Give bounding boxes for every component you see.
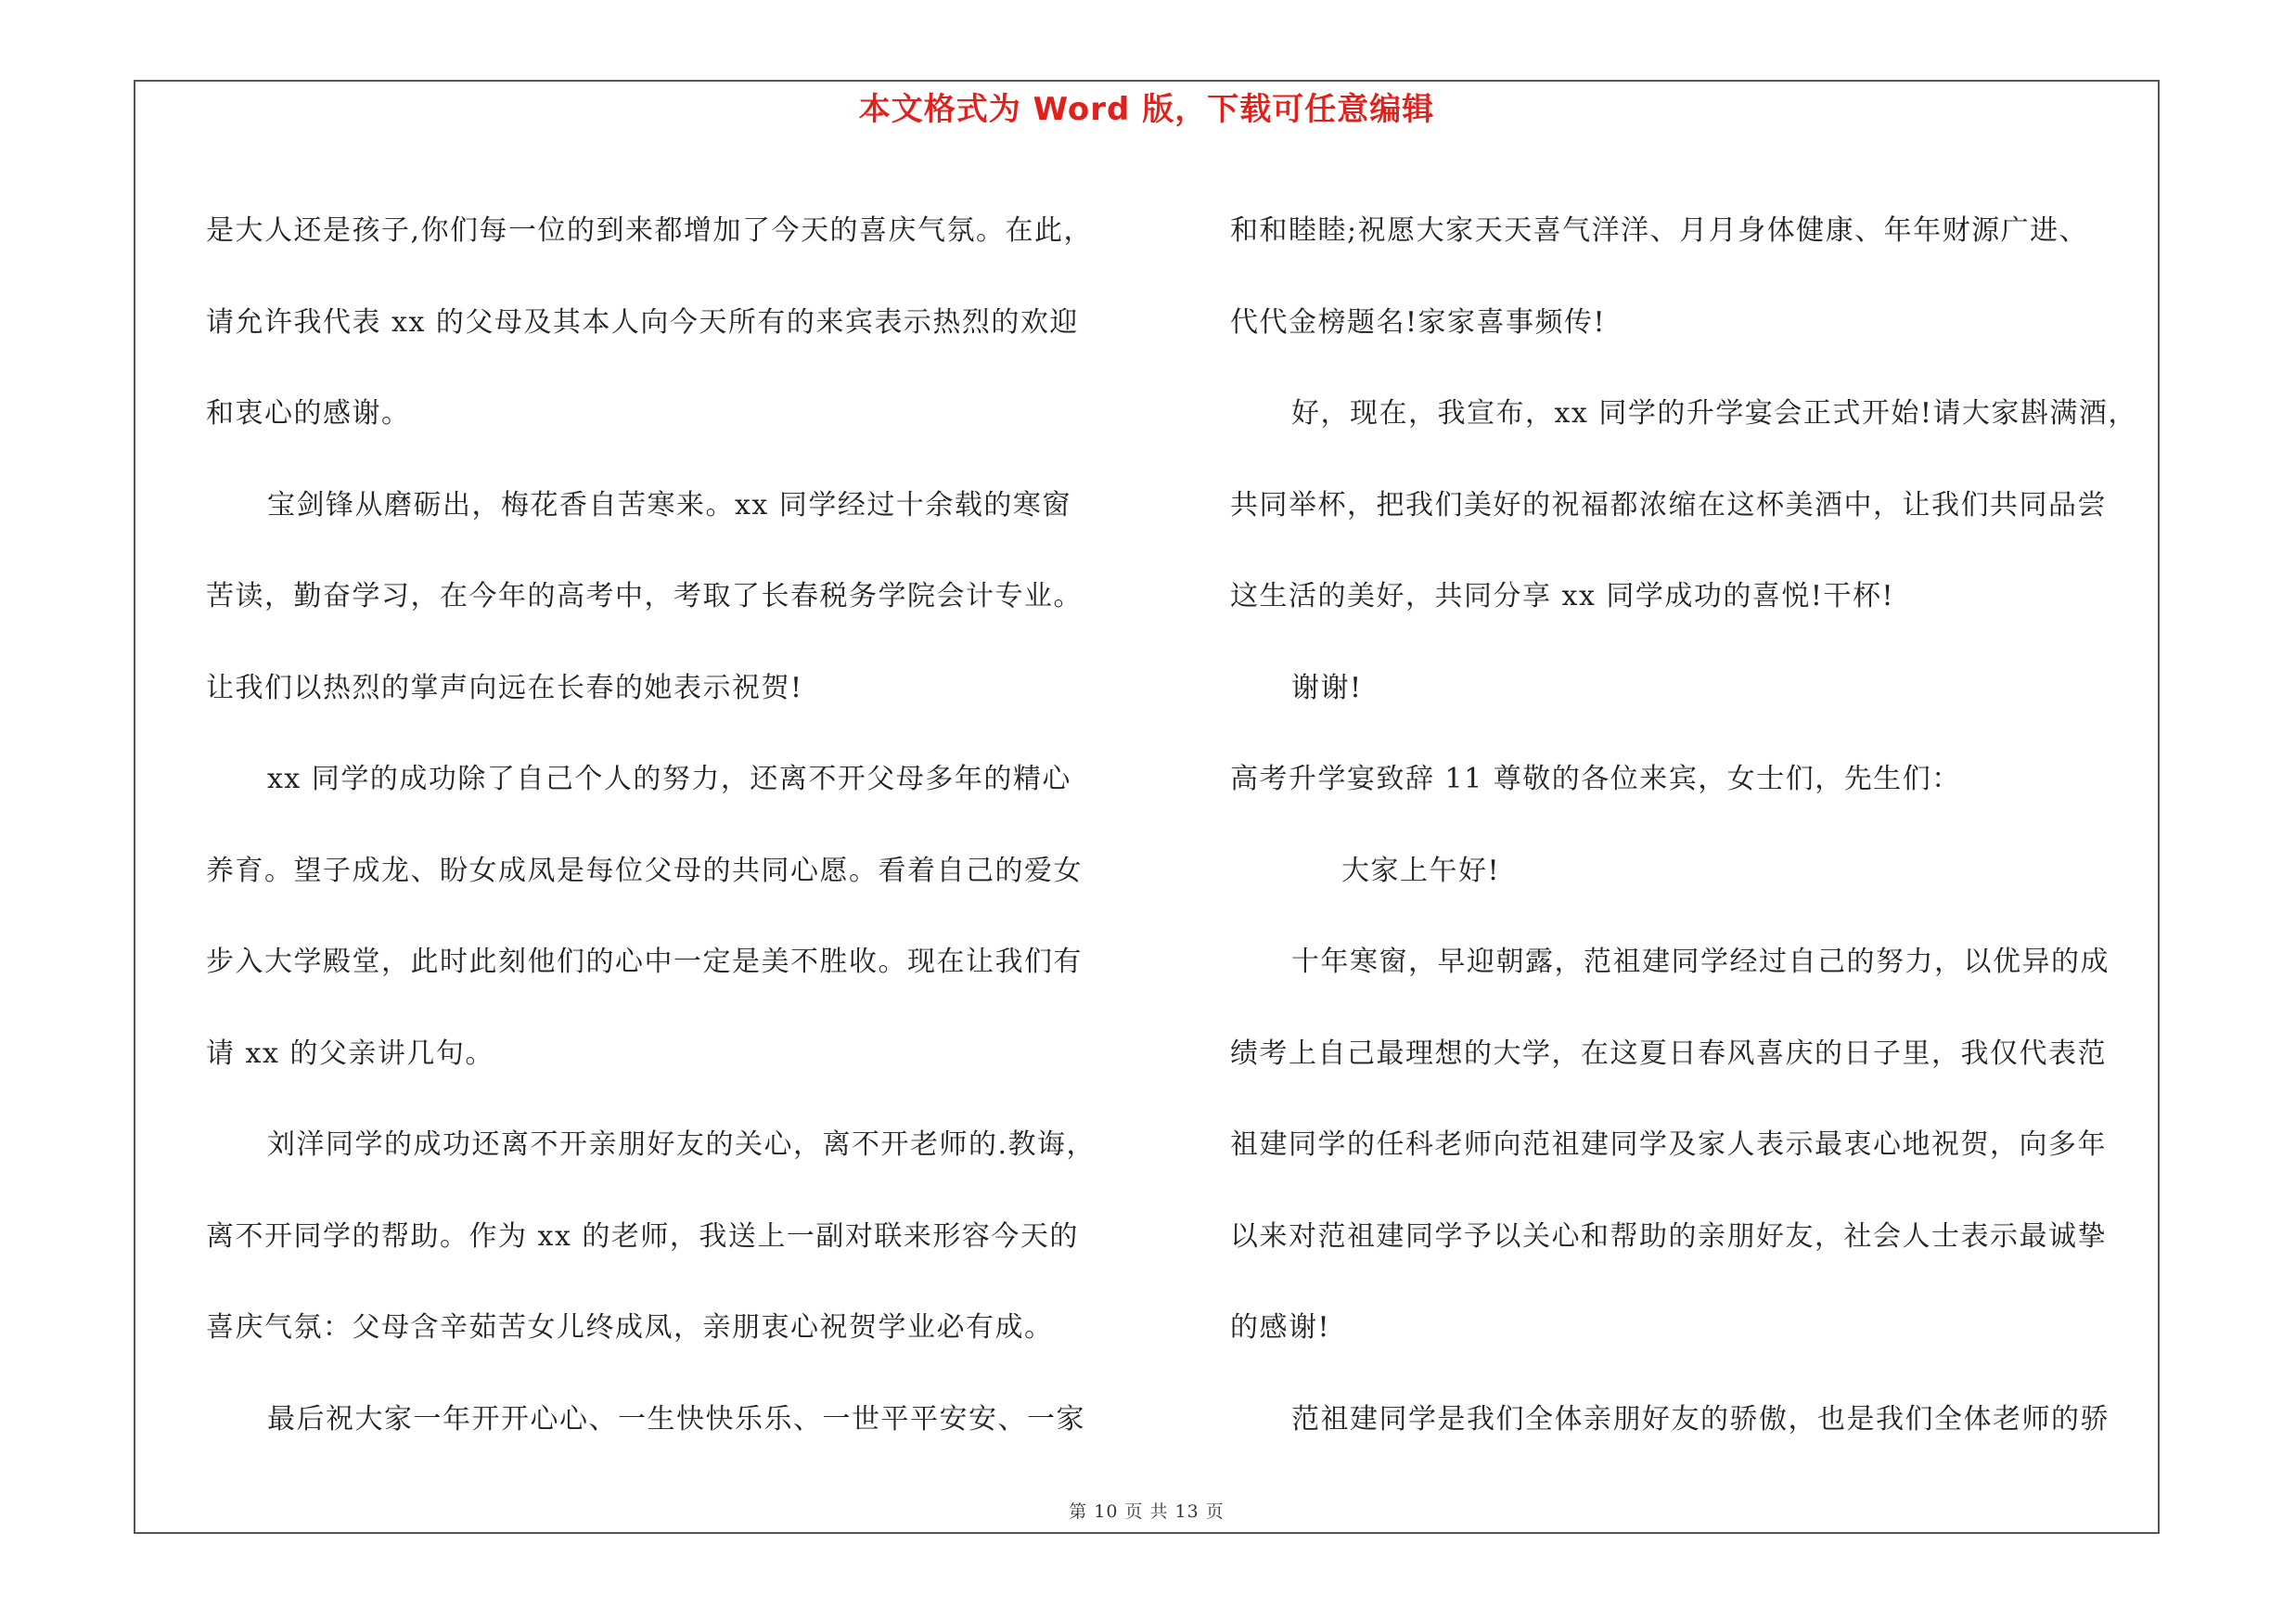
left-column xyxy=(206,186,1143,1465)
paragraph-line: 好，现在，我宣布，xx 同学的升学宴会正式开始!请大家斟满酒， xyxy=(1291,397,2137,430)
paragraph-line: 十年寒窗，早迎朝露，范祖建同学经过自己的努力，以优异的成 xyxy=(1291,946,2110,978)
paragraph-line: 喜庆气氛：父母含辛茹苦女儿终成凤，亲朋衷心祝贺学业必有成。 xyxy=(206,1311,1054,1344)
paragraph-line: 刘洋同学的成功还离不开亲朋好友的关心，离不开老师的.教诲， xyxy=(267,1128,1097,1161)
paragraph-line: 大家上午好! xyxy=(1341,854,1501,887)
paragraph-line: 养育。望子成龙、盼女成凤是每位父母的共同心愿。看着自己的爱女 xyxy=(206,854,1083,887)
paragraph-line: 离不开同学的帮助。作为 xx 的老师，我送上一副对联来形容今天的 xyxy=(206,1219,1079,1253)
paragraph-line: 的感谢! xyxy=(1230,1311,1331,1344)
paragraph-line: 这生活的美好，共同分享 xx 同学成功的喜悦!干杯! xyxy=(1230,580,1895,612)
paragraph-line: 高考升学宴致辞 11 尊敬的各位来宾，女士们，先生们： xyxy=(1230,763,1961,795)
page-number: 第 10 页 共 13 页 xyxy=(1069,1501,1225,1522)
paragraph-line: 共同举杯，把我们美好的祝福都浓缩在这杯美酒中，让我们共同品尝 xyxy=(1230,488,2107,522)
paragraph-line: 是大人还是孩子,你们每一位的到来都增加了今天的喜庆气氛。在此， xyxy=(206,214,1094,247)
paragraph-line: 和和睦睦;祝愿大家天天喜气洋洋、月月身体健康、年年财源广进、 xyxy=(1230,214,2089,247)
paragraph-line: 步入大学殿堂，此时此刻他们的心中一定是美不胜收。现在让我们有 xyxy=(206,946,1083,978)
paragraph-line: 祖建同学的任科老师向范祖建同学及家人表示最衷心地祝贺，向多年 xyxy=(1230,1128,2107,1161)
paragraph-line: 绩考上自己最理想的大学，在这夏日春风喜庆的日子里，我仅代表范 xyxy=(1230,1037,2107,1070)
paragraph-line: 以来对范祖建同学予以关心和帮助的亲朋好友，社会人士表示最诚挚 xyxy=(1230,1219,2107,1253)
paragraph-line: 范祖建同学是我们全体亲朋好友的骄傲，也是我们全体老师的骄 xyxy=(1291,1402,2110,1436)
right-column xyxy=(1230,186,2195,1465)
paragraph-line: 宝剑锋从磨砺出，梅花香自苦寒来。xx 同学经过十余载的寒窗 xyxy=(267,488,1071,522)
paragraph-line: 最后祝大家一年开开心心、一生快快乐乐、一世平平安安、一家 xyxy=(267,1402,1085,1436)
paragraph-line: 谢谢! xyxy=(1291,671,1363,704)
paragraph-line: 和衷心的感谢。 xyxy=(206,397,411,430)
header-banner: 本文格式为 Word 版，下载可任意编辑 xyxy=(858,91,1435,128)
paragraph-line: 苦读，勤奋学习，在今年的高考中，考取了长春税务学院会计专业。 xyxy=(206,580,1083,612)
paragraph-line: 代代金榜题名!家家喜事频传! xyxy=(1230,305,1607,339)
paragraph-line: 让我们以热烈的掌声向远在长春的她表示祝贺! xyxy=(206,671,803,704)
paragraph-line: 请 xx 的父亲讲几句。 xyxy=(206,1037,494,1070)
paragraph-line: xx 同学的成功除了自己个人的努力，还离不开父母多年的精心 xyxy=(267,763,1071,795)
paragraph-line: 请允许我代表 xx 的父母及其本人向今天所有的来宾表示热烈的欢迎 xyxy=(206,305,1079,339)
